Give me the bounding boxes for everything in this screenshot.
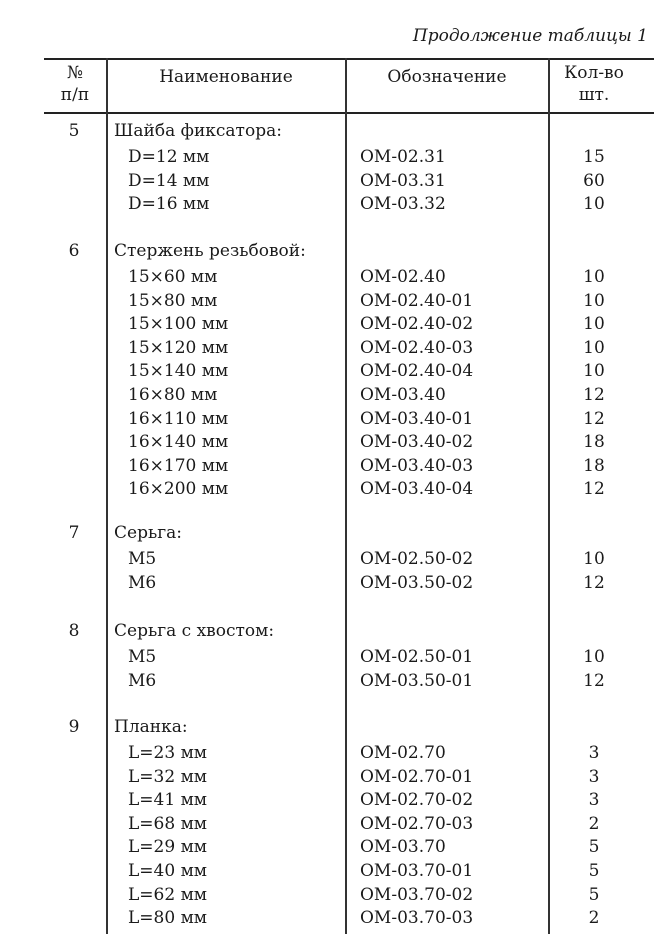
item-designation: ОМ-02.50-01 (360, 647, 474, 667)
item-quantity: 10 (583, 361, 605, 382)
item-quantity: 2 (588, 813, 600, 834)
item-designation: ОМ-03.31 (360, 170, 446, 191)
item-name: М6 (128, 572, 157, 593)
item-quantity: 18 (583, 432, 605, 453)
item-name: 16×200 мм (128, 479, 229, 500)
table-caption: Продолжение таблицы 1 (412, 26, 648, 46)
item-name: L=41 мм (128, 790, 208, 811)
item-quantity: 5 (588, 861, 600, 881)
item-name: 16×80 мм (128, 385, 218, 405)
header-name: Наименование (159, 67, 293, 87)
item-designation: ОМ-02.70-02 (360, 790, 474, 811)
group-title: Серьга: (114, 523, 182, 543)
group-number: 7 (68, 523, 80, 543)
item-quantity: 10 (583, 290, 605, 311)
group-title: Серьга с хвостом: (114, 621, 275, 641)
item-quantity: 10 (583, 314, 605, 335)
item-quantity: 12 (583, 479, 605, 500)
item-designation: ОМ-03.40-01 (360, 408, 474, 429)
table-top-border (44, 58, 654, 60)
item-quantity: 3 (588, 790, 600, 811)
item-designation: ОМ-02.50-02 (360, 549, 474, 569)
item-name: D=12 мм (128, 147, 210, 167)
item-designation: ОМ-02.31 (360, 147, 446, 167)
item-name: 15×60 мм (128, 267, 218, 287)
item-designation: ОМ-02.40-03 (360, 337, 474, 358)
item-quantity: 10 (583, 337, 605, 358)
item-designation: ОМ-02.70-03 (360, 813, 474, 834)
item-name: М6 (128, 670, 157, 691)
item-designation: ОМ-03.40-03 (360, 455, 474, 476)
header-designation: Обозначение (387, 67, 507, 87)
item-quantity: 10 (583, 647, 605, 667)
item-name: L=62 мм (128, 884, 208, 905)
group-title: Шайба фиксатора: (114, 121, 282, 141)
item-quantity: 12 (583, 408, 605, 429)
item-quantity: 3 (588, 766, 600, 787)
item-quantity: 2 (588, 908, 600, 929)
item-name: L=29 мм (128, 837, 208, 858)
item-quantity: 5 (588, 884, 600, 905)
item-designation: ОМ-03.40-02 (360, 432, 474, 453)
item-name: М5 (128, 549, 157, 569)
item-name: 15×80 мм (128, 290, 218, 311)
group-number: 6 (68, 241, 80, 261)
item-designation: ОМ-03.40 (360, 385, 446, 405)
item-designation: ОМ-02.40-01 (360, 290, 474, 311)
item-quantity: 10 (583, 549, 605, 569)
column-divider-1 (106, 58, 108, 934)
column-divider-2 (345, 58, 347, 934)
item-designation: ОМ-03.70-01 (360, 861, 474, 881)
group-number: 9 (68, 717, 80, 737)
item-designation: ОМ-03.50-01 (360, 670, 474, 691)
item-designation: ОМ-02.40 (360, 267, 446, 287)
item-name: L=68 мм (128, 813, 208, 834)
item-designation: ОМ-02.70 (360, 743, 446, 763)
item-name: 15×120 мм (128, 337, 229, 358)
header-quantity-label: Кол-во (564, 63, 624, 83)
item-quantity: 18 (583, 455, 605, 476)
item-designation: ОМ-03.50-02 (360, 572, 474, 593)
item-designation: ОМ-03.40-04 (360, 479, 474, 500)
item-designation: ОМ-02.70-01 (360, 766, 474, 787)
group-title: Стержень резьбовой: (114, 241, 306, 261)
item-designation: ОМ-03.70-03 (360, 908, 474, 929)
column-divider-3 (548, 58, 550, 934)
item-name: L=80 мм (128, 908, 208, 929)
item-quantity: 3 (588, 743, 600, 763)
item-designation: ОМ-02.40-02 (360, 314, 474, 335)
item-quantity: 10 (583, 267, 605, 287)
item-name: L=32 мм (128, 766, 208, 787)
item-designation: ОМ-03.32 (360, 194, 446, 215)
item-quantity: 12 (583, 572, 605, 593)
item-quantity: 12 (583, 670, 605, 691)
item-quantity: 15 (583, 147, 605, 167)
item-name: D=14 мм (128, 170, 210, 191)
item-name: 16×170 мм (128, 455, 229, 476)
item-designation: ОМ-03.70-02 (360, 884, 474, 905)
item-name: 16×110 мм (128, 408, 229, 429)
header-quantity (549, 62, 639, 106)
item-name: 16×140 мм (128, 432, 229, 453)
group-number: 8 (68, 621, 80, 641)
item-quantity: 10 (583, 194, 605, 215)
item-name: 15×100 мм (128, 314, 229, 335)
item-name: D=16 мм (128, 194, 210, 215)
item-designation: ОМ-02.40-04 (360, 361, 474, 382)
header-quantity-unit: шт. (578, 85, 610, 105)
item-quantity: 5 (588, 837, 600, 858)
item-designation: ОМ-03.70 (360, 837, 446, 858)
item-quantity: 12 (583, 385, 605, 405)
item-quantity: 60 (583, 170, 605, 191)
header-number-label: п/п (60, 85, 90, 105)
item-name: М5 (128, 647, 157, 667)
group-title: Планка: (114, 717, 188, 737)
header-bottom-border (44, 112, 654, 114)
item-name: 15×140 мм (128, 361, 229, 382)
group-number: 5 (68, 121, 80, 141)
item-name: L=23 мм (128, 743, 208, 763)
header-number-symbol: № (66, 63, 84, 83)
header-number (44, 62, 106, 106)
item-name: L=40 мм (128, 861, 208, 881)
